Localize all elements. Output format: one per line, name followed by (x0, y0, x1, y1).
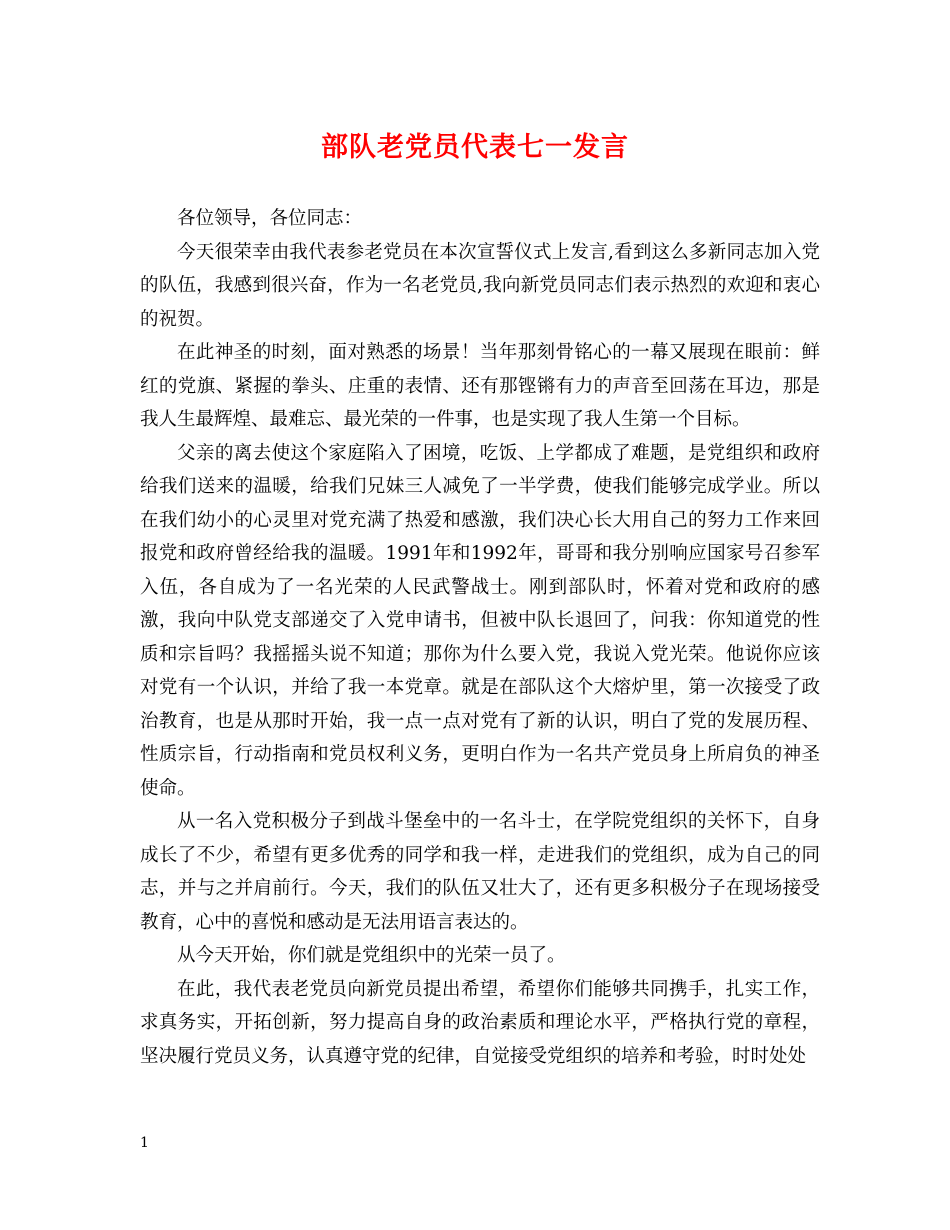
paragraph: 在此，我代表老党员向新党员提出希望，希望你们能够共同携手，扎实工作，求真务实，开拓创新，努力提高自身的政治素质和理论水平，严格执行党的章程，坚决履行党员义务，认真遵守党的纪律，自觉接受党组织的培养和考验，时时处处 (140, 978, 820, 1067)
paragraph-salutation: 各位领导，各位同志： (177, 208, 363, 229)
paragraph: 从一名入党积极分子到战斗堡垒中的一名斗士，在学院党组织的关怀下，自身成长了不少，希望有更多优秀的同学和我一样，走进我们的党组织，成为自己的同志，并与之并肩前行。今天，我们的队伍又壮大了，还有更多积极分子在现场接受教育，心中的喜悦和感动是无法用语言表达的。 (140, 811, 820, 933)
document-body (140, 202, 820, 1073)
paragraph: 从今天开始，你们就是党组织中的光荣一员了。 (177, 945, 566, 966)
document-title: 部队老党员代表七一发言 (321, 132, 629, 163)
page-number: 1 (140, 1135, 149, 1151)
paragraph: 父亲的离去使这个家庭陷入了困境，吃饭、上学都成了难题，是党组织和政府给我们送来的温暖，给我们兄妹三人减免了一半学费，使我们能够完成学业。所以在我们幼小的心灵里对党充满了热爱和感激，我们决心长大用自己的努力工作来回报党和政府曾经给我的温暖。1991年和1992年，哥哥和我分别响应国家号召参军入伍，各自成为了一名光荣的人民武警战士。刚到部队时，怀着对党和政府的感激，我向中队党支部递交了入党申请书，但被中队长退回了，问我：你知道党的性质和宗旨吗？我摇摇头说不知道；那你为什么要入党，我说入党光荣。他说你应该对党有一个认识，并给了我一本党章。就是在部队这个大熔炉里，第一次接受了政治教育，也是从那时开始，我一点一点对党有了新的认识，明白了党的发展历程、性质宗旨，行动指南和党员权利义务，更明白作为一名共产党员身上所肩负的神圣使命。 (140, 442, 820, 799)
paragraph: 今天很荣幸由我代表参老党员在本次宣誓仪式上发言,看到这么多新同志加入党的队伍，我感到很兴奋，作为一名老党员,我向新党员同志们表示热烈的欢迎和衷心的祝贺。 (140, 241, 820, 330)
paragraph: 在此神圣的时刻，面对熟悉的场景！当年那刻骨铭心的一幕又展现在眼前：鲜红的党旗、紧握的拳头、庄重的表情、还有那铿锵有力的声音至回荡在耳边，那是我人生最辉煌、最难忘、最光荣的一件事，也是实现了我人生第一个目标。 (140, 342, 820, 430)
